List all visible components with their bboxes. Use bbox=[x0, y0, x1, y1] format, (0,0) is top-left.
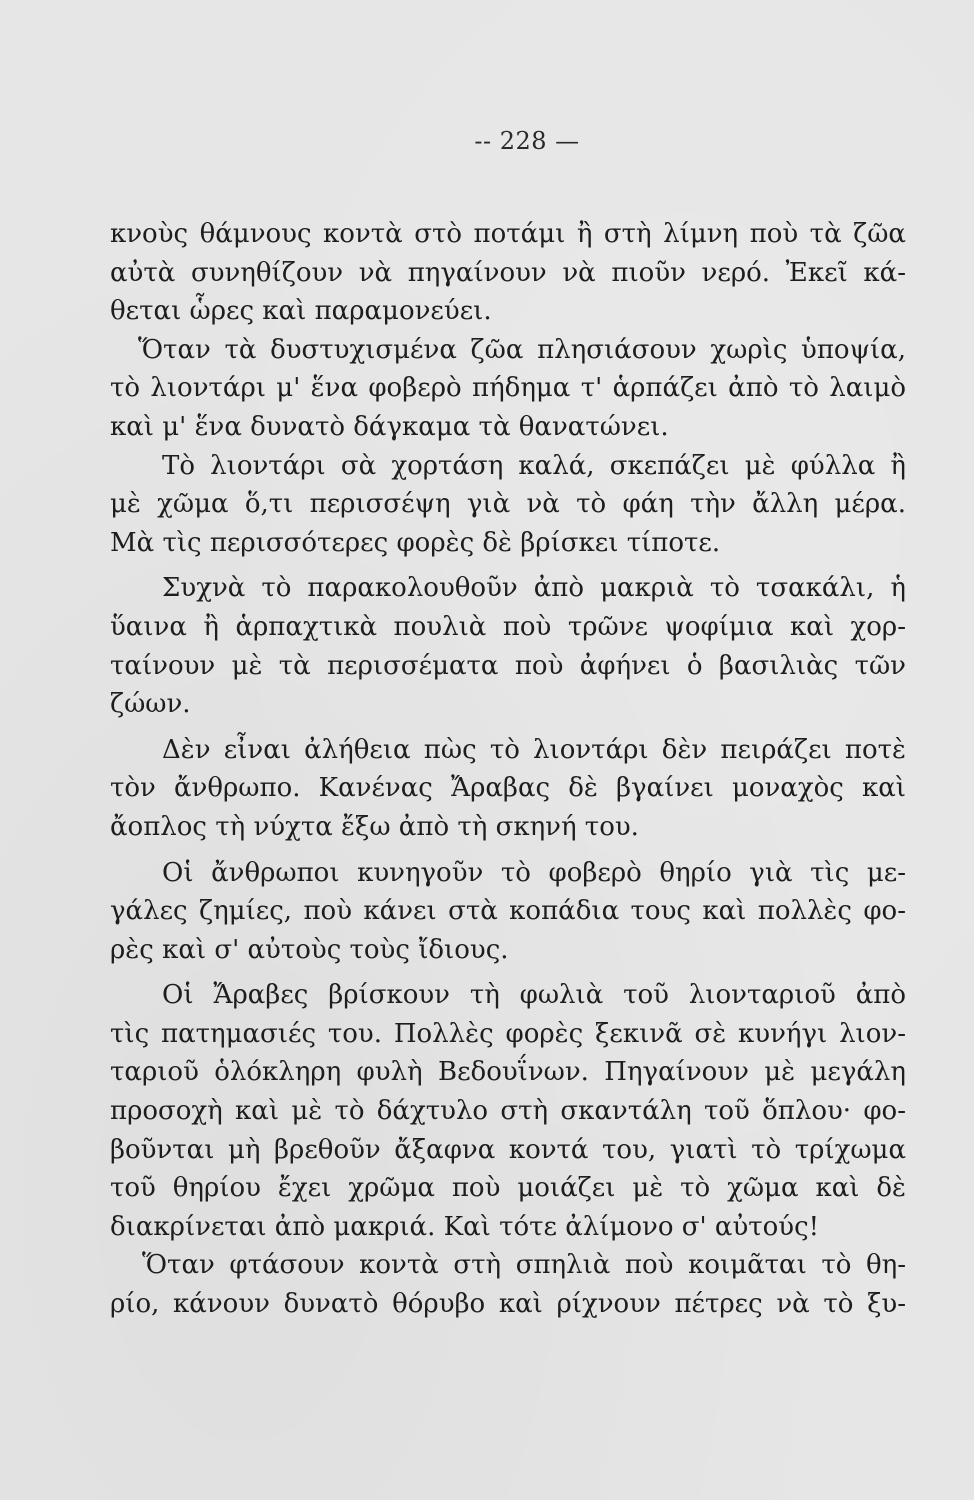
paragraph bbox=[110, 215, 906, 331]
text-line: ἄοπλος τὴ νύχτα ἔξω ἀπὸ τὴ σκηνή του. bbox=[110, 811, 639, 842]
paragraph bbox=[110, 731, 906, 847]
text-line: ταίνουν μὲ τὰ περισσέματα ποὺ ἀφήνει ὁ βασιλιὰς τῶν bbox=[110, 650, 906, 681]
text-line: Συχνὰ τὸ παρακολουθοῦν ἀπὸ μακριὰ τὸ τσακάλι, ἡ bbox=[162, 573, 906, 604]
text-line: τοῦ θηρίου ἔχει χρῶμα ποὺ μοιάζει μὲ τὸ χῶμα καὶ δὲ bbox=[110, 1173, 906, 1204]
text-line: αὐτὰ συνηθίζουν νὰ πηγαίνουν νὰ πιοῦν νερό. Ἐκεῖ κά- bbox=[110, 257, 906, 288]
text-line: Μὰ τὶς περισσότερες φορὲς δὲ βρίσκει τίποτε. bbox=[110, 527, 721, 558]
text-line: ζώων. bbox=[110, 689, 191, 720]
text-line: Τὸ λιοντάρι σὰ χορτάση καλά, σκεπάζει μὲ φύλλα ἢ bbox=[162, 450, 906, 481]
paragraph bbox=[110, 447, 906, 563]
text-line: καὶ μ' ἕνα δυνατὸ δάγκαμα τὰ θανατώνει. bbox=[110, 411, 669, 442]
text-line: μὲ χῶμα ὅ,τι περισσέψη γιὰ νὰ τὸ φάη τὴν ἄλλη μέρα. bbox=[110, 489, 906, 520]
text-line: Οἱ ἄνθρωποι κυνηγοῦν τὸ φοβερὸ θηρίο γιὰ τὶς με- bbox=[162, 857, 906, 888]
paragraph bbox=[110, 1246, 906, 1323]
text-line: τὶς πατημασιές του. Πολλὲς φορὲς ξεκινᾶ σὲ κυνήγι λιον- bbox=[110, 1018, 906, 1049]
text-line: Ὅταν τὰ δυστυχισμένα ζῶα πλησιάσουν χωρὶς ὑποψία, bbox=[138, 334, 906, 365]
text-line: τὸ λιοντάρι μ' ἕνα φοβερὸ πήδημα τ' ἁρπάζει ἀπὸ τὸ λαιμὸ bbox=[110, 373, 906, 404]
text-line: ὕαινα ἢ ἁρπαχτικὰ πουλιὰ ποὺ τρῶνε ψοφίμια καὶ χορ- bbox=[110, 611, 906, 642]
page-number: -- 228 — bbox=[474, 127, 580, 155]
text-line: γάλες ζημίες, ποὺ κάνει στὰ κοπάδια τους καὶ πολλὲς φο- bbox=[110, 896, 906, 927]
text-line: βοῦνται μὴ βρεθοῦν ἄξαφνα κοντά του, γιατὶ τὸ τρίχωμα bbox=[110, 1134, 906, 1165]
text-line: Οἱ Ἄραβες βρίσκουν τὴ φωλιὰ τοῦ λιονταριοῦ ἀπὸ bbox=[162, 980, 906, 1011]
paragraph bbox=[110, 331, 906, 447]
text-line: Δὲν εἶναι ἀλήθεια πὼς τὸ λιοντάρι δὲν πειράζει ποτὲ bbox=[162, 734, 906, 765]
text-line: ρὲς καὶ σ' αὐτοὺς τοὺς ἴδιους. bbox=[110, 934, 509, 965]
text-line: ταριοῦ ὁλόκληρη φυλὴ Βεδουΐνων. Πηγαίνουν μὲ μεγάλη bbox=[110, 1057, 906, 1088]
text-line: κνοὺς θάμνους κοντὰ στὸ ποτάμι ἢ στὴ λίμνη ποὺ τὰ ζῶα bbox=[110, 219, 906, 249]
body-text bbox=[110, 215, 906, 1324]
paragraph bbox=[110, 854, 906, 970]
text-line: διακρίνεται ἀπὸ μακριά. Καὶ τότε ἀλίμονο σ' αὐτούς! bbox=[110, 1211, 820, 1242]
text-line: θεται ὧρες καὶ παραμονεύει. bbox=[110, 296, 492, 327]
text-line: ρίο, κάνουν δυνατὸ θόρυβο καὶ ρίχνουν πέτρες νὰ τὸ ξυ- bbox=[110, 1289, 906, 1320]
text-line: προσοχὴ καὶ μὲ τὸ δάχτυλο στὴ σκαντάλη τοῦ ὅπλου· φο- bbox=[110, 1096, 906, 1127]
paragraph bbox=[110, 976, 906, 1246]
paragraph bbox=[110, 569, 906, 723]
text-line: Ὅταν φτάσουν κοντὰ στὴ σπηλιὰ ποὺ κοιμᾶται τὸ θη- bbox=[142, 1250, 906, 1281]
text-line: τὸν ἄνθρωπο. Κανένας Ἄραβας δὲ βγαίνει μοναχὸς καὶ bbox=[110, 773, 906, 804]
